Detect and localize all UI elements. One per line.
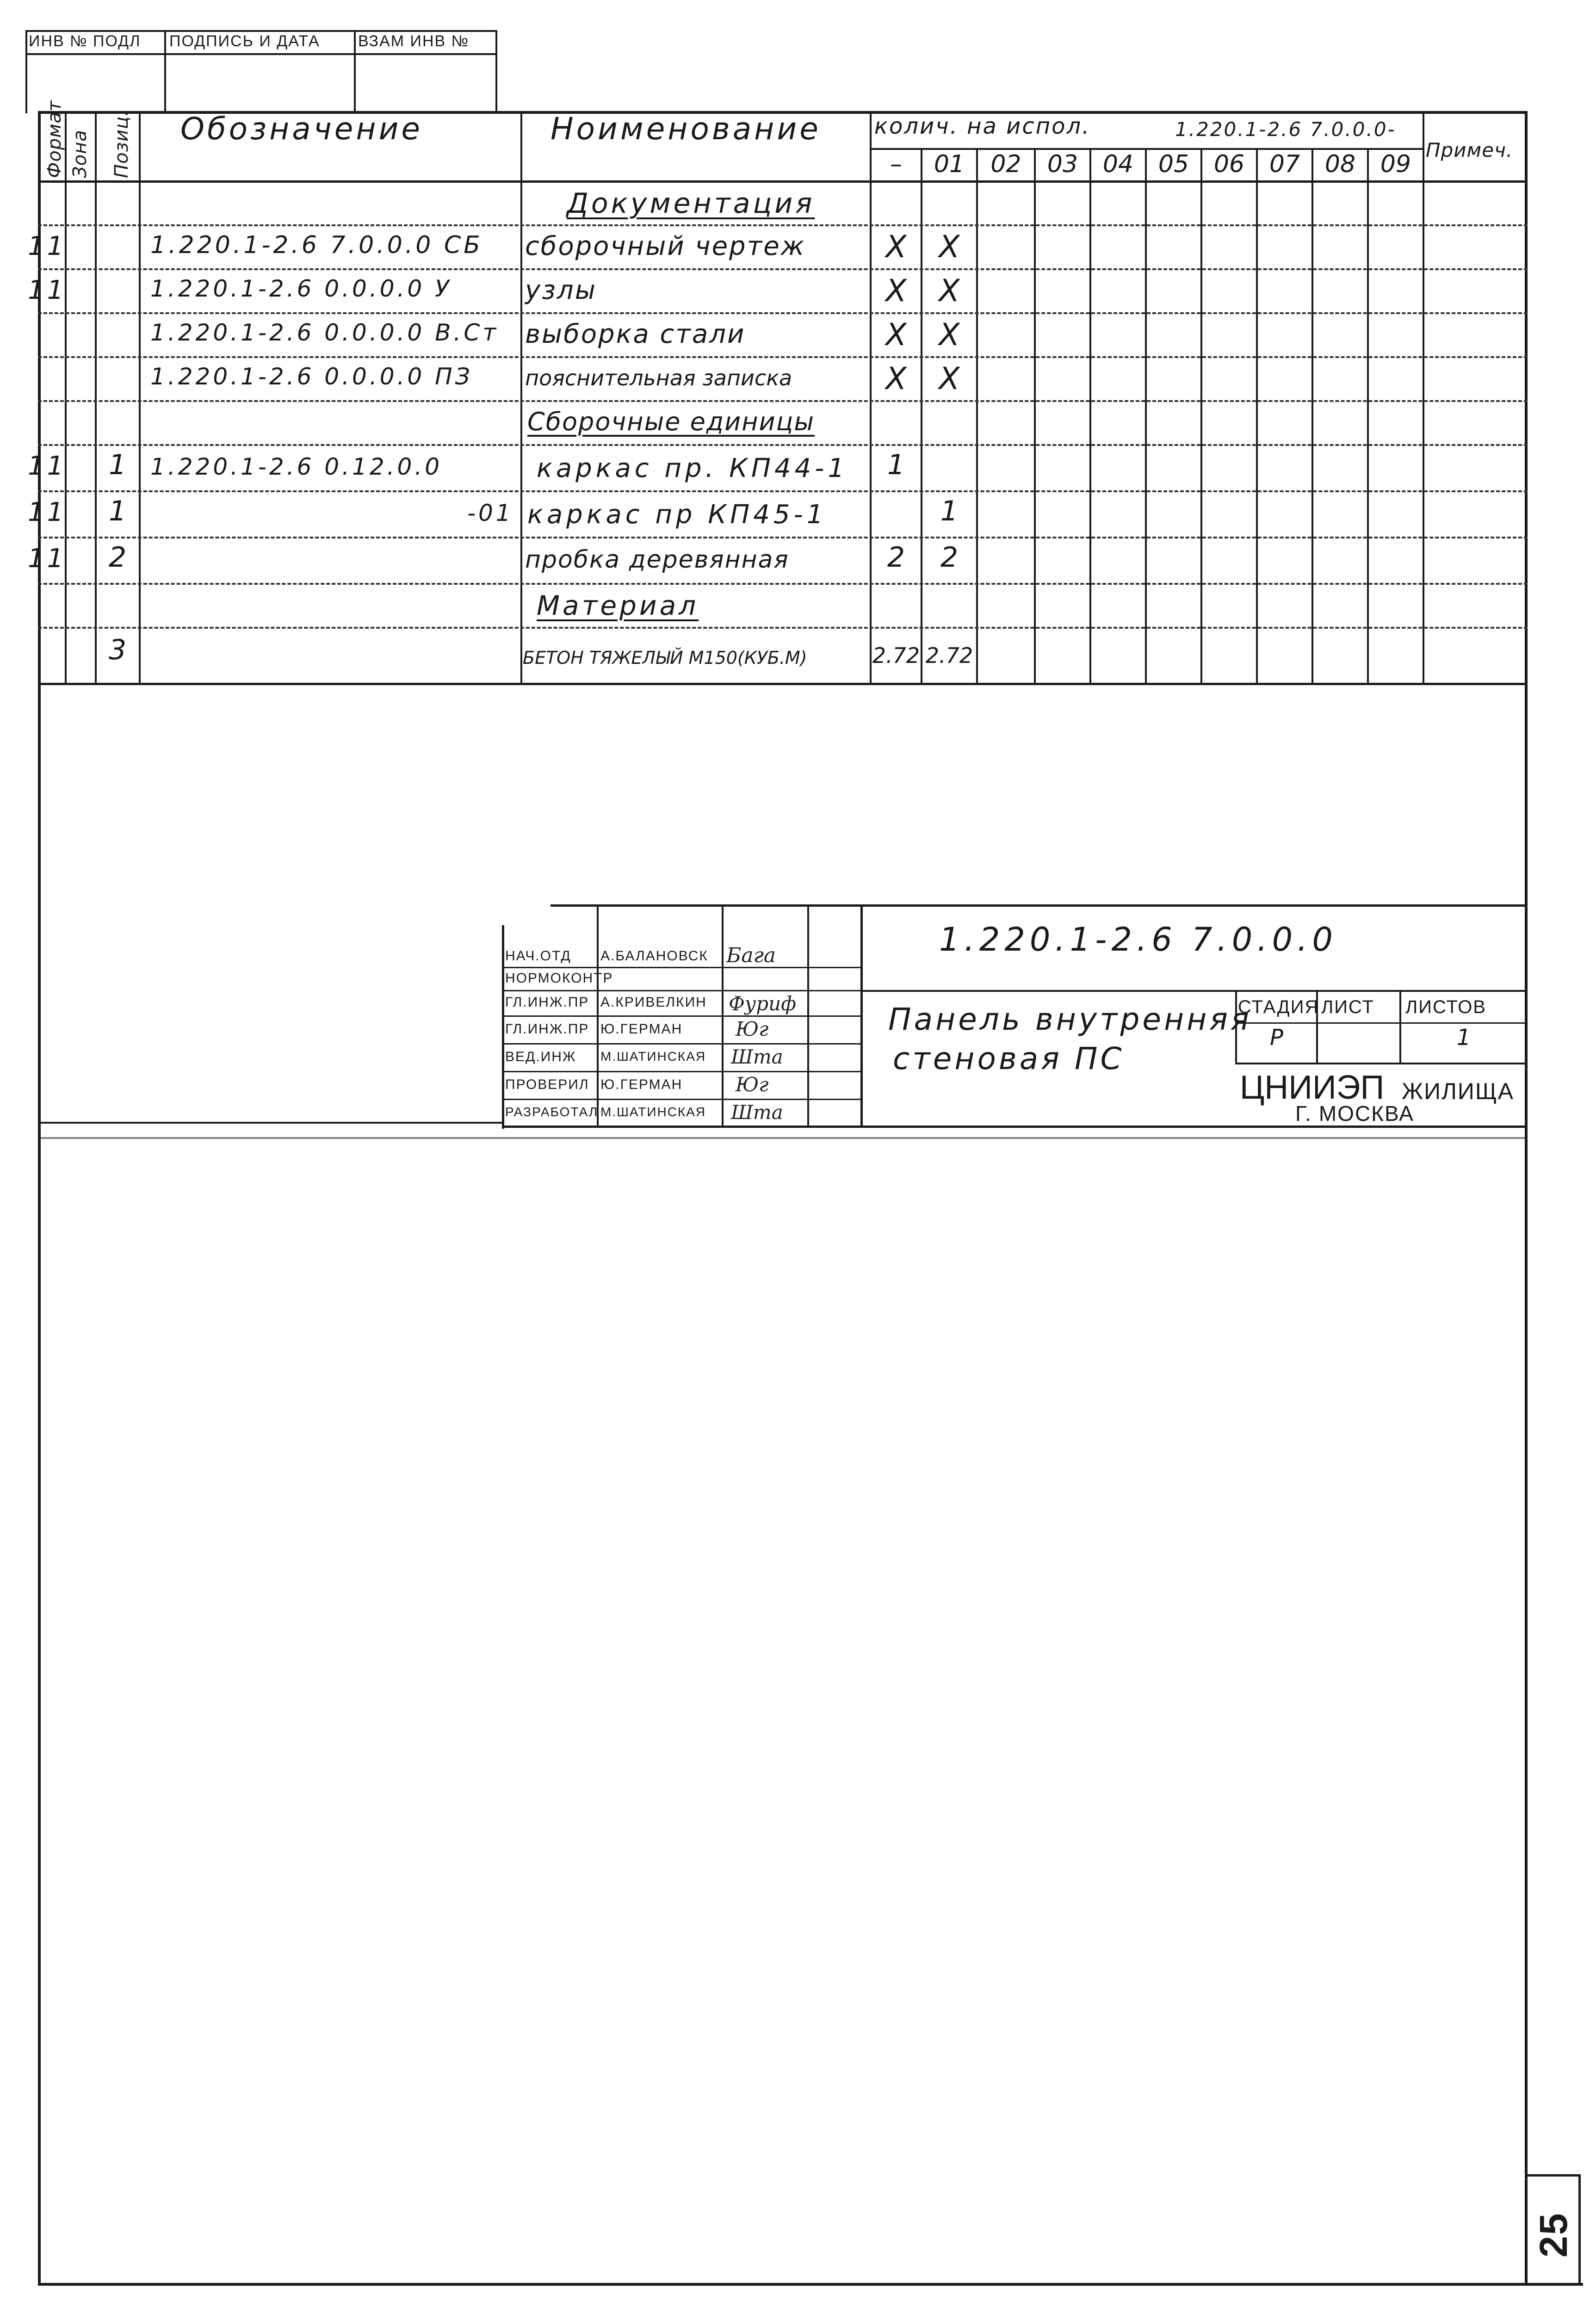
row-1-name: сборочный чертеж bbox=[525, 231, 806, 261]
col-line-q3 bbox=[1089, 148, 1091, 685]
row-3-qty-1: X bbox=[939, 317, 960, 353]
row-8-qty-1: 2 bbox=[940, 541, 959, 574]
row-line-5 bbox=[38, 400, 1528, 402]
row-10-pos: 3 bbox=[109, 634, 130, 666]
row-line-header bbox=[38, 180, 1528, 183]
tb-role-5: ВЕД.ИНЖ bbox=[505, 1049, 576, 1064]
stamp-div-2 bbox=[354, 30, 356, 113]
row-line-3 bbox=[38, 312, 1528, 314]
row-2-name: узлы bbox=[525, 275, 597, 305]
row-1-designation: 1.220.1-2.6 7.0.0.0 СБ bbox=[150, 231, 483, 259]
tb-signature-1: Бага bbox=[726, 944, 776, 967]
row-7-name: каркас пр КП45-1 bbox=[527, 500, 827, 530]
tb-signature-7: Шта bbox=[731, 1101, 783, 1124]
col-header-7: 07 bbox=[1269, 150, 1300, 178]
row-2-designation: 1.220.1-2.6 0.0.0.0 У bbox=[150, 275, 452, 302]
tb-org-line bbox=[1235, 1063, 1528, 1064]
stamp-left-line bbox=[25, 30, 27, 113]
col-line-zona bbox=[95, 111, 97, 685]
tb-role-6: ПРОВЕРИЛ bbox=[505, 1077, 589, 1092]
col-line-obozn bbox=[520, 111, 522, 685]
col-header-5: 05 bbox=[1158, 150, 1189, 178]
col-header-3: 03 bbox=[1047, 150, 1078, 178]
row-10-name: БЕТОН ТЯЖЕЛЫЙ М150(КУБ.М) bbox=[523, 648, 807, 668]
tb-col-date bbox=[860, 904, 863, 1126]
tb-stage-label: СТАДИЯ bbox=[1238, 997, 1319, 1017]
row-6-designation: 1.220.1-2.6 0.12.0.0 bbox=[150, 453, 443, 480]
col-header-1: 01 bbox=[934, 150, 965, 178]
col-line-q8 bbox=[1367, 148, 1369, 685]
tb-title-line-1: Панель внутренняя bbox=[888, 1002, 1252, 1037]
row-4-qty-1: X bbox=[939, 361, 960, 396]
header-kolich: колич. на испол. bbox=[874, 113, 1091, 139]
row-line-kolich bbox=[870, 148, 1423, 150]
row-7-qty-1: 1 bbox=[940, 495, 959, 527]
tb-role-3: ГЛ.ИНЖ.ПР bbox=[505, 995, 589, 1010]
section-assembly-units: Сборочные единицы bbox=[527, 407, 815, 436]
page-number-box-right bbox=[1578, 2174, 1581, 2285]
tb-name-5: М.ШАТИНСКАЯ bbox=[600, 1049, 706, 1064]
row-6-pos: 1 bbox=[109, 449, 130, 481]
frame-bottom-line bbox=[38, 2283, 1583, 2286]
tb-row-5 bbox=[502, 1071, 860, 1072]
col-line-q9 bbox=[1423, 111, 1424, 685]
stamp-vzam-inv: ВЗАМ ИНВ № bbox=[358, 32, 470, 50]
row-line-8 bbox=[38, 537, 1528, 538]
tb-title-line bbox=[860, 990, 1528, 992]
row-line-7 bbox=[38, 490, 1528, 492]
tb-role-2: НОРМОКОНТР bbox=[505, 971, 613, 986]
row-2-qty-1: X bbox=[939, 273, 960, 309]
tb-org-sub: ЖИЛИЩА bbox=[1402, 1078, 1515, 1104]
tb-org-main: ЦНИИЭП bbox=[1240, 1069, 1385, 1106]
row-line-9 bbox=[38, 583, 1528, 585]
row-1-format: 11 bbox=[28, 231, 67, 261]
tb-signature-3: Фуриф bbox=[729, 992, 797, 1015]
row-6-name: каркас пр. КП44-1 bbox=[537, 453, 848, 483]
tb-sheets-value: 1 bbox=[1456, 1025, 1471, 1051]
tb-name-3: А.КРИВЕЛКИН bbox=[600, 995, 707, 1010]
section-documentation: Документация bbox=[567, 187, 815, 220]
row-7-pos: 1 bbox=[109, 495, 130, 527]
row-3-qty-0: X bbox=[885, 317, 907, 353]
col-header-8: 08 bbox=[1324, 150, 1356, 178]
header-kolich-code: 1.220.1-2.6 7.0.0.0- bbox=[1175, 118, 1396, 141]
row-8-qty-0: 2 bbox=[887, 541, 905, 574]
header-primech: Примеч. bbox=[1426, 139, 1513, 161]
section-material: Материал bbox=[537, 590, 699, 621]
tb-sheet-label: ЛИСТ bbox=[1321, 997, 1374, 1017]
col-header-0: – bbox=[890, 150, 902, 178]
row-6-qty-0: 1 bbox=[887, 449, 905, 481]
header-format: Формат bbox=[44, 100, 65, 178]
tb-signature-6: Юг bbox=[736, 1073, 769, 1096]
row-8-name: пробка деревянная bbox=[525, 546, 789, 574]
col-line-q5 bbox=[1200, 148, 1202, 685]
frame-right-line bbox=[1525, 111, 1528, 2285]
row-1-qty-0: X bbox=[885, 229, 907, 265]
col-line-q6 bbox=[1256, 148, 1258, 685]
row-7-designation: -01 bbox=[467, 500, 513, 526]
tb-top-line bbox=[551, 904, 1528, 907]
stamp-mid-line bbox=[25, 53, 497, 55]
col-line-q7 bbox=[1311, 148, 1313, 685]
col-header-2: 02 bbox=[990, 150, 1021, 178]
row-3-designation: 1.220.1-2.6 0.0.0.0 В.Ст bbox=[150, 319, 499, 346]
header-poz: Позиц. bbox=[111, 110, 132, 178]
row-line-10 bbox=[38, 627, 1528, 629]
col-header-9: 09 bbox=[1380, 150, 1411, 178]
stamp-div-1 bbox=[164, 30, 166, 113]
stamp-podpis-data: ПОДПИСЬ И ДАТА bbox=[169, 32, 320, 50]
tb-row-6 bbox=[502, 1099, 860, 1100]
tb-role-4: ГЛ.ИНЖ.ПР bbox=[505, 1021, 589, 1037]
tb-designation: 1.220.1-2.6 7.0.0.0 bbox=[939, 921, 1337, 959]
tb-name-6: Ю.ГЕРМАН bbox=[600, 1077, 683, 1092]
row-line-4 bbox=[38, 356, 1528, 358]
tb-signature-4: Юг bbox=[736, 1018, 769, 1040]
row-1-qty-1: X bbox=[939, 229, 960, 265]
tb-role-1: НАЧ.ОТД bbox=[505, 948, 571, 964]
tb-left-line bbox=[502, 925, 504, 1129]
col-line-q2 bbox=[1034, 148, 1036, 685]
row-2-format: 11 bbox=[28, 275, 67, 305]
page-number-box-top bbox=[1525, 2174, 1580, 2177]
header-naimenovanie: Ноименование bbox=[551, 111, 821, 147]
header-oboznachenie: Обозначение bbox=[180, 111, 423, 147]
tb-row-3 bbox=[502, 1015, 860, 1017]
row-3-name: выборка стали bbox=[525, 319, 746, 349]
stamp-top-line bbox=[25, 30, 497, 32]
row-line-6 bbox=[38, 444, 1528, 446]
tb-stage-row bbox=[1235, 1022, 1528, 1024]
row-4-designation: 1.220.1-2.6 0.0.0.0 ПЗ bbox=[150, 363, 473, 390]
stamp-inv-podl: ИНВ № ПОДЛ bbox=[29, 32, 141, 50]
row-4-name: пояснительная записка bbox=[525, 365, 792, 390]
row-8-format: 11 bbox=[28, 544, 67, 574]
tb-city: Г. МОСКВА bbox=[1295, 1101, 1414, 1126]
tb-name-7: М.ШАТИНСКАЯ bbox=[600, 1105, 706, 1119]
row-10-qty-0: 2.72 bbox=[872, 643, 920, 668]
row-10-qty-1: 2.72 bbox=[925, 643, 973, 668]
tb-row-4 bbox=[502, 1043, 860, 1045]
page-number: 25 bbox=[1532, 2212, 1575, 2257]
header-zona: Зона bbox=[69, 130, 91, 178]
tb-row-1 bbox=[502, 967, 860, 968]
row-2-qty-0: X bbox=[885, 273, 907, 309]
tb-name-1: А.БАЛАНОВСК bbox=[600, 948, 708, 964]
row-line-2 bbox=[38, 268, 1528, 270]
tb-title-line-2: стеновая ПС bbox=[893, 1041, 1125, 1076]
tb-name-4: Ю.ГЕРМАН bbox=[600, 1021, 683, 1037]
row-line-bottom bbox=[38, 683, 1528, 685]
tb-signature-5: Шта bbox=[731, 1045, 783, 1068]
tb-left-ext-line bbox=[38, 1122, 503, 1124]
tb-sheets-label: ЛИСТОВ bbox=[1405, 997, 1486, 1017]
col-header-4: 04 bbox=[1102, 150, 1134, 178]
col-line-q0 bbox=[921, 148, 922, 685]
row-8-pos: 2 bbox=[109, 541, 130, 574]
tb-row-2 bbox=[502, 990, 860, 991]
row-line-1 bbox=[38, 224, 1528, 226]
scan-lower-rule bbox=[38, 1137, 1528, 1139]
col-line-q4 bbox=[1145, 148, 1147, 685]
frame-left-line bbox=[38, 111, 41, 2285]
col-line-format bbox=[65, 111, 67, 685]
col-header-6: 06 bbox=[1213, 150, 1245, 178]
row-4-qty-0: X bbox=[885, 361, 907, 396]
tb-role-7: РАЗРАБОТАЛ bbox=[505, 1105, 599, 1119]
row-6-format: 11 bbox=[28, 451, 67, 481]
tb-stage-value: Р bbox=[1270, 1025, 1283, 1051]
col-line-naim bbox=[870, 111, 872, 685]
row-7-format: 11 bbox=[28, 497, 67, 527]
col-line-poz bbox=[139, 111, 141, 685]
col-line-q1 bbox=[976, 148, 978, 685]
stamp-right-line bbox=[495, 30, 497, 113]
